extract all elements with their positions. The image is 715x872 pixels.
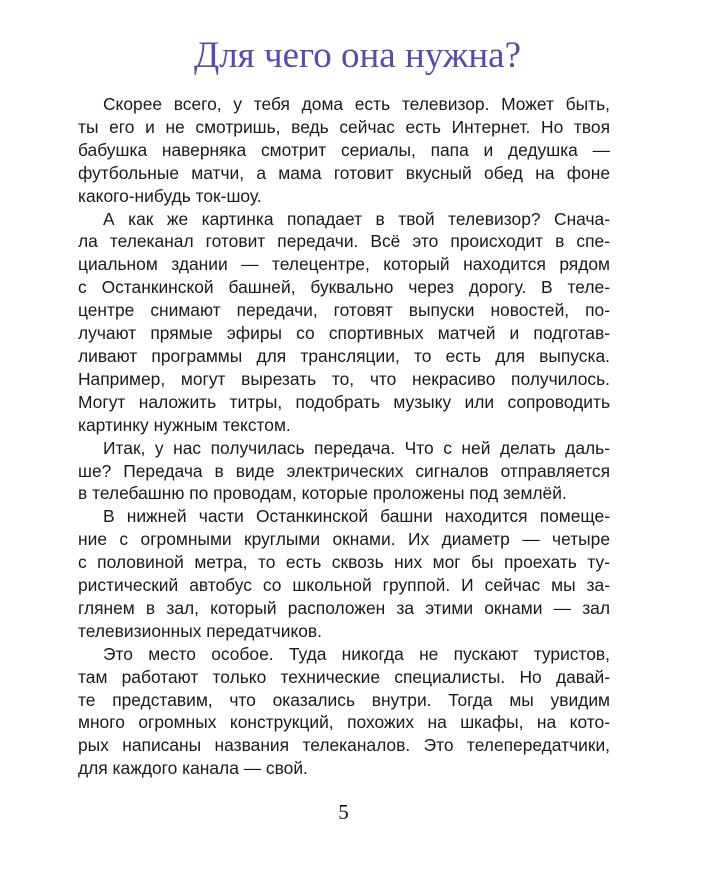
text-line: лучают прямые эфиры со спортивных матчей и подготав- [78, 323, 610, 344]
text-line: с половиной метра, то есть сквозь них мог бы проехать ту- [78, 552, 610, 573]
paragraph [78, 437, 610, 506]
text-line: центре снимают передачи, готовят выпуски новостей, по- [78, 300, 610, 321]
text-line: бабушка наверняка смотрит сериалы, папа и дедушка — [78, 139, 610, 160]
text-line: ше? Передача в виде электрических сигналов отправляется [78, 460, 610, 481]
page-number: 5 [338, 800, 349, 824]
text-line: картинку нужным текстом. [78, 414, 291, 435]
text-line: А как же картинка попадает в твой телевизор? Снача- [103, 208, 610, 229]
text-line: рых написаны названия телеканалов. Это телепередатчики, [78, 735, 610, 756]
text-line: ты его и не смотришь, ведь сейчас есть Интернет. Но твоя [78, 116, 610, 137]
text-line: В нижней части Останкинской башни находится помеще- [103, 506, 610, 527]
text-line: Это место особое. Туда никогда не пускают туристов, [103, 643, 610, 664]
text-line: Итак, у нас получилась передача. Что с ней делать даль- [103, 437, 610, 458]
text-line: футбольные матчи, а мама готовит вкусный обед на фоне [78, 162, 610, 183]
body-text [78, 93, 610, 780]
text-line: в телебашню по проводам, которые проложены под землёй. [78, 483, 567, 504]
text-line: с Останкинской башней, буквально через дорогу. В теле- [78, 277, 610, 298]
text-line: Скорее всего, у тебя дома есть телевизор. Может быть, [103, 94, 610, 114]
text-line: ла телеканал готовит передачи. Всё это происходит в спе- [78, 231, 610, 252]
text-line: Могут наложить титры, подобрать музыку или сопроводить [78, 391, 610, 412]
text-line: ние с огромными круглыми окнами. Их диаметр — четыре [78, 529, 610, 550]
text-line: для каждого канала — свой. [78, 758, 308, 779]
text-line: какого-нибудь ток-шоу. [78, 185, 262, 206]
page-title: Для чего она нужна? [193, 35, 521, 76]
paragraph [78, 93, 610, 208]
text-line: там работают только технические специалисты. Но давай- [78, 666, 610, 687]
text-line: телевизионных передатчиков. [78, 620, 323, 641]
text-line: ливают программы для трансляции, то есть для выпуска. [78, 345, 610, 366]
text-line: циальном здании — телецентре, который находится рядом [78, 254, 610, 275]
text-line: те представим, что оказались внутри. Тогда мы увидим [78, 689, 610, 710]
text-line: много огромных конструкций, похожих на шкафы, на кото- [78, 712, 610, 733]
paragraph [78, 505, 610, 642]
text-line: глянем в зал, который расположен за этими окнами — зал [78, 597, 610, 618]
text-line: Например, могут вырезать то, что некрасиво получилось. [78, 368, 610, 389]
paragraph [78, 208, 610, 437]
paragraph [78, 643, 610, 780]
text-line: ристический автобус со школьной группой. И сейчас мы за- [78, 575, 610, 596]
